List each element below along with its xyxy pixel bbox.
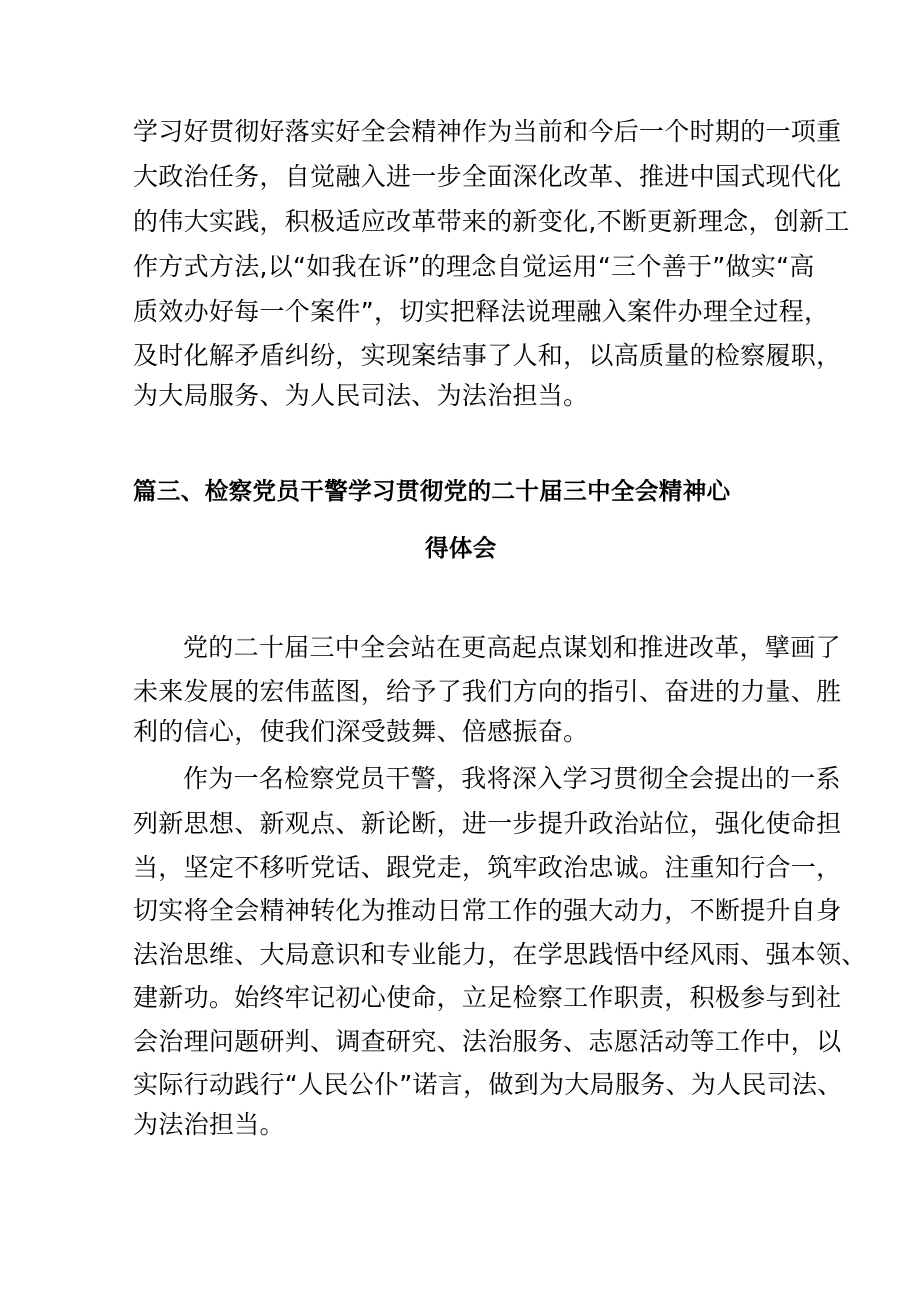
paragraph2-line-1: 作为一名检察党员干警，我将深入学习贯彻全会提出的一系 [183,764,841,793]
paragraph2-line-6: 建新功。始终牢记初心使命，立足检察工作职责，积极参与到社 [133,983,842,1012]
top-paragraph-line-4: 作方式方法,以“如我在诉”的理念自觉运用“三个善于”做实“高 [133,252,815,281]
paragraph1-line-1: 党的二十届三中全会站在更高起点谋划和推进改革，擘画了 [183,633,841,662]
top-paragraph-line-2: 大政治任务，自觉融入进一步全面深化改革、推进中国式现代化 [133,162,842,191]
top-paragraph-line-5: 质效办好每一个案件”，切实把释法说理融入案件办理全过程， [133,297,830,326]
top-paragraph-line-7: 为大局服务、为人民司法、为法治担当。 [133,381,589,410]
paragraph1-line-2: 未来发展的宏伟蓝图，给予了我们方向的指引、奋进的力量、胜 [133,677,842,706]
section-heading-line-1: 篇三、检察党员干警学习贯彻党的二十届三中全会精神心 [133,477,731,505]
paragraph2-line-9: 为法治担当。 [133,1110,285,1139]
top-paragraph-line-1: 学习好贯彻好落实好全会精神作为当前和今后一个时期的一项重 [133,117,842,146]
top-paragraph-line-6: 及时化解矛盾纠纷，实现案结事了人和，以高质量的检察履职， [133,341,842,370]
paragraph1-line-3: 利的信心，使我们深受鼓舞、倍感振奋。 [133,717,589,746]
paragraph2-line-3: 当，坚定不移听党话、跟党走，筑牢政治忠诚。注重知行合一， [133,853,842,882]
paragraph2-line-2: 列新思想、新观点、新论断，进一步提升政治站位，强化使命担 [133,809,842,838]
top-paragraph-line-3: 的伟大实践，积极适应改革带来的新变化,不断更新理念，创新工 [133,207,850,236]
paragraph2-line-7: 会治理问题研判、调查研究、法治服务、志愿活动等工作中，以 [133,1027,842,1056]
paragraph2-line-5: 法治思维、大局意识和专业能力，在学思践悟中经风雨、强本领、 [133,940,867,969]
section-heading-line-2: 得体会 [425,534,497,562]
paragraph2-line-4: 切实将全会精神转化为推动日常工作的强大动力，不断提升自身 [133,896,842,925]
paragraph2-line-8: 实际行动践行“人民公仆”诺言，做到为大局服务、为人民司法、 [133,1070,843,1099]
